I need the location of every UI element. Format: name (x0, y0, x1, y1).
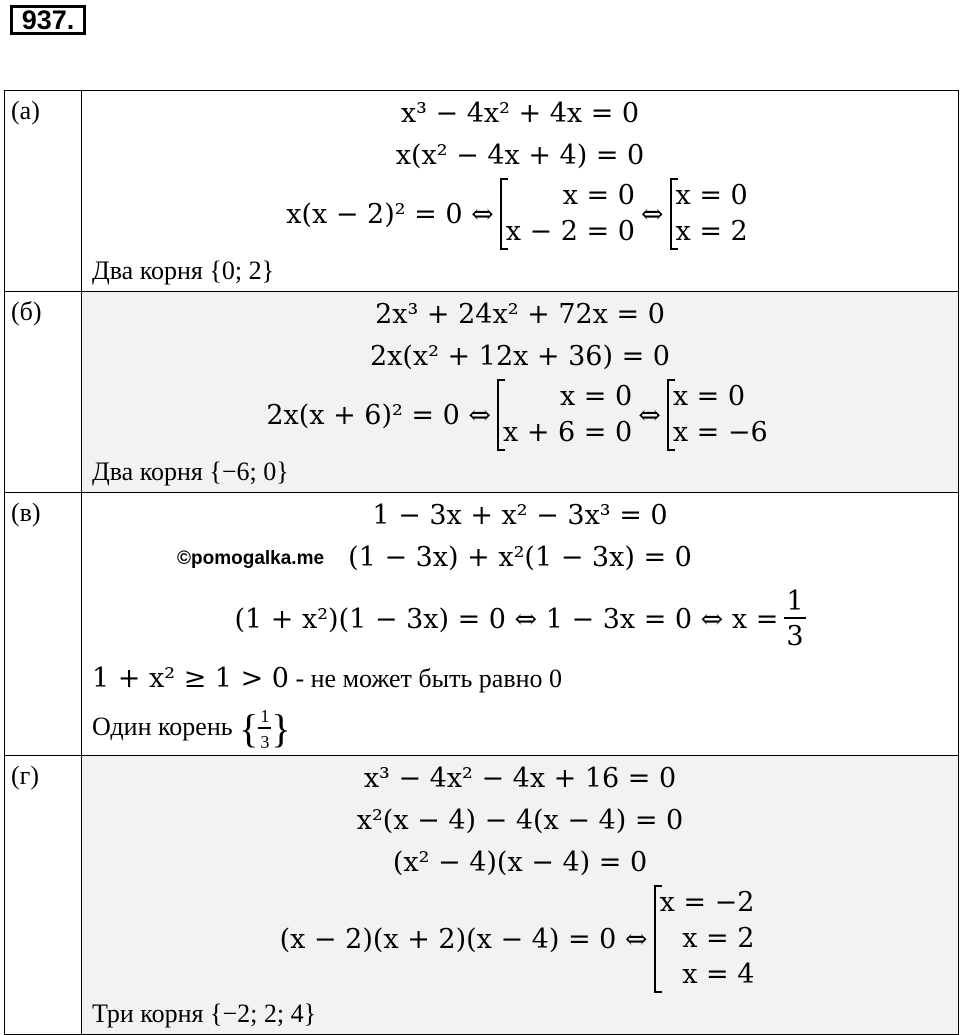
fraction-denominator: 3 (786, 621, 804, 652)
equation-line: (x² − 4)(x − 4) = 0 (392, 847, 648, 878)
system-line: x = 0 (562, 180, 635, 211)
answer-text: Два корня {−6; 0} (92, 457, 289, 486)
part-label: (а) (5, 91, 82, 292)
part-label: (г) (5, 756, 82, 1035)
system-line: x = 2 (675, 216, 748, 247)
fraction-numerator: 1 (786, 586, 804, 617)
equation-line: x³ − 4x² + 4x = 0 (400, 98, 640, 129)
part-d-row (5, 756, 959, 1035)
equation-line: x²(x − 4) − 4(x − 4) = 0 (356, 805, 684, 836)
equation-line: 1 − 3x + x² − 3x³ = 0 (372, 500, 668, 531)
equation-line: (1 − 3x) + x²(1 − 3x) = 0 (348, 542, 692, 573)
chain-left: (1 + x²)(1 − 3x) = 0 ⇔ 1 − 3x = 0 ⇔ x = (234, 603, 779, 635)
answer-text: Три корня {−2; 2; 4} (92, 999, 317, 1028)
part-c-row (5, 493, 959, 756)
equation-line: 2x³ + 24x² + 72x = 0 (375, 299, 665, 330)
equation-line-wrap (82, 537, 958, 579)
part-d-body (82, 756, 959, 1035)
system-line: x = 0 (559, 381, 633, 412)
note-line (82, 659, 958, 699)
watermark: ©pomogalka.me (177, 548, 325, 569)
system-bracket (670, 178, 748, 250)
chain-left: 2x(x + 6)² = 0 ⇔ (266, 399, 492, 431)
chain-left: (x − 2)(x + 2)(x − 4) = 0 ⇔ (279, 923, 648, 955)
part-label: (в) (5, 493, 82, 756)
fraction-numerator: 1 (258, 707, 271, 729)
system-bracket (497, 379, 632, 451)
equivalence-sign: ⇔ (638, 399, 661, 431)
part-b-body (82, 292, 959, 493)
set-brace-close: } (271, 706, 291, 752)
answer-fraction (258, 707, 271, 751)
system-line: x = 4 (682, 959, 755, 990)
part-b-row (5, 292, 959, 493)
equation-line: x(x² − 4x + 4) = 0 (395, 140, 645, 171)
equation-chain (82, 884, 958, 994)
equation-chain (82, 177, 958, 251)
part-c-body (82, 493, 959, 756)
inequality: 1 + x² ≥ 1 > 0 (92, 663, 289, 694)
chain-left: x(x − 2)² = 0 ⇔ (286, 198, 494, 230)
equation-line: x³ − 4x² − 4x + 16 = 0 (363, 763, 677, 794)
system-line: x = 2 (682, 923, 755, 954)
part-label: (б) (5, 292, 82, 493)
system-line: x = 0 (672, 381, 746, 412)
system-line: x = −2 (659, 887, 755, 918)
equation-line: 2x(x² + 12x + 36) = 0 (369, 341, 670, 372)
system-bracket (500, 178, 635, 250)
answer-prefix: Один корень (92, 712, 233, 741)
equivalence-sign: ⇔ (640, 198, 664, 230)
system-bracket (667, 379, 768, 451)
part-a-row (5, 91, 959, 292)
equation-chain (82, 378, 958, 452)
fraction-denominator: 3 (260, 732, 270, 753)
fraction (784, 588, 805, 650)
note-text: - не может быть равно 0 (288, 664, 563, 693)
answer-text: Два корня {0; 2} (92, 256, 275, 285)
problem-number: 937. (10, 5, 86, 35)
system-bracket (654, 885, 755, 993)
solution-table (4, 90, 959, 1035)
part-a-body (82, 91, 959, 292)
system-line: x − 2 = 0 (505, 216, 635, 247)
system-line: x = −6 (672, 417, 768, 448)
equation-chain (82, 579, 958, 659)
answer-line (82, 699, 958, 755)
system-line: x = 0 (675, 180, 748, 211)
set-brace-open: { (239, 706, 259, 752)
system-line: x + 6 = 0 (503, 417, 633, 448)
